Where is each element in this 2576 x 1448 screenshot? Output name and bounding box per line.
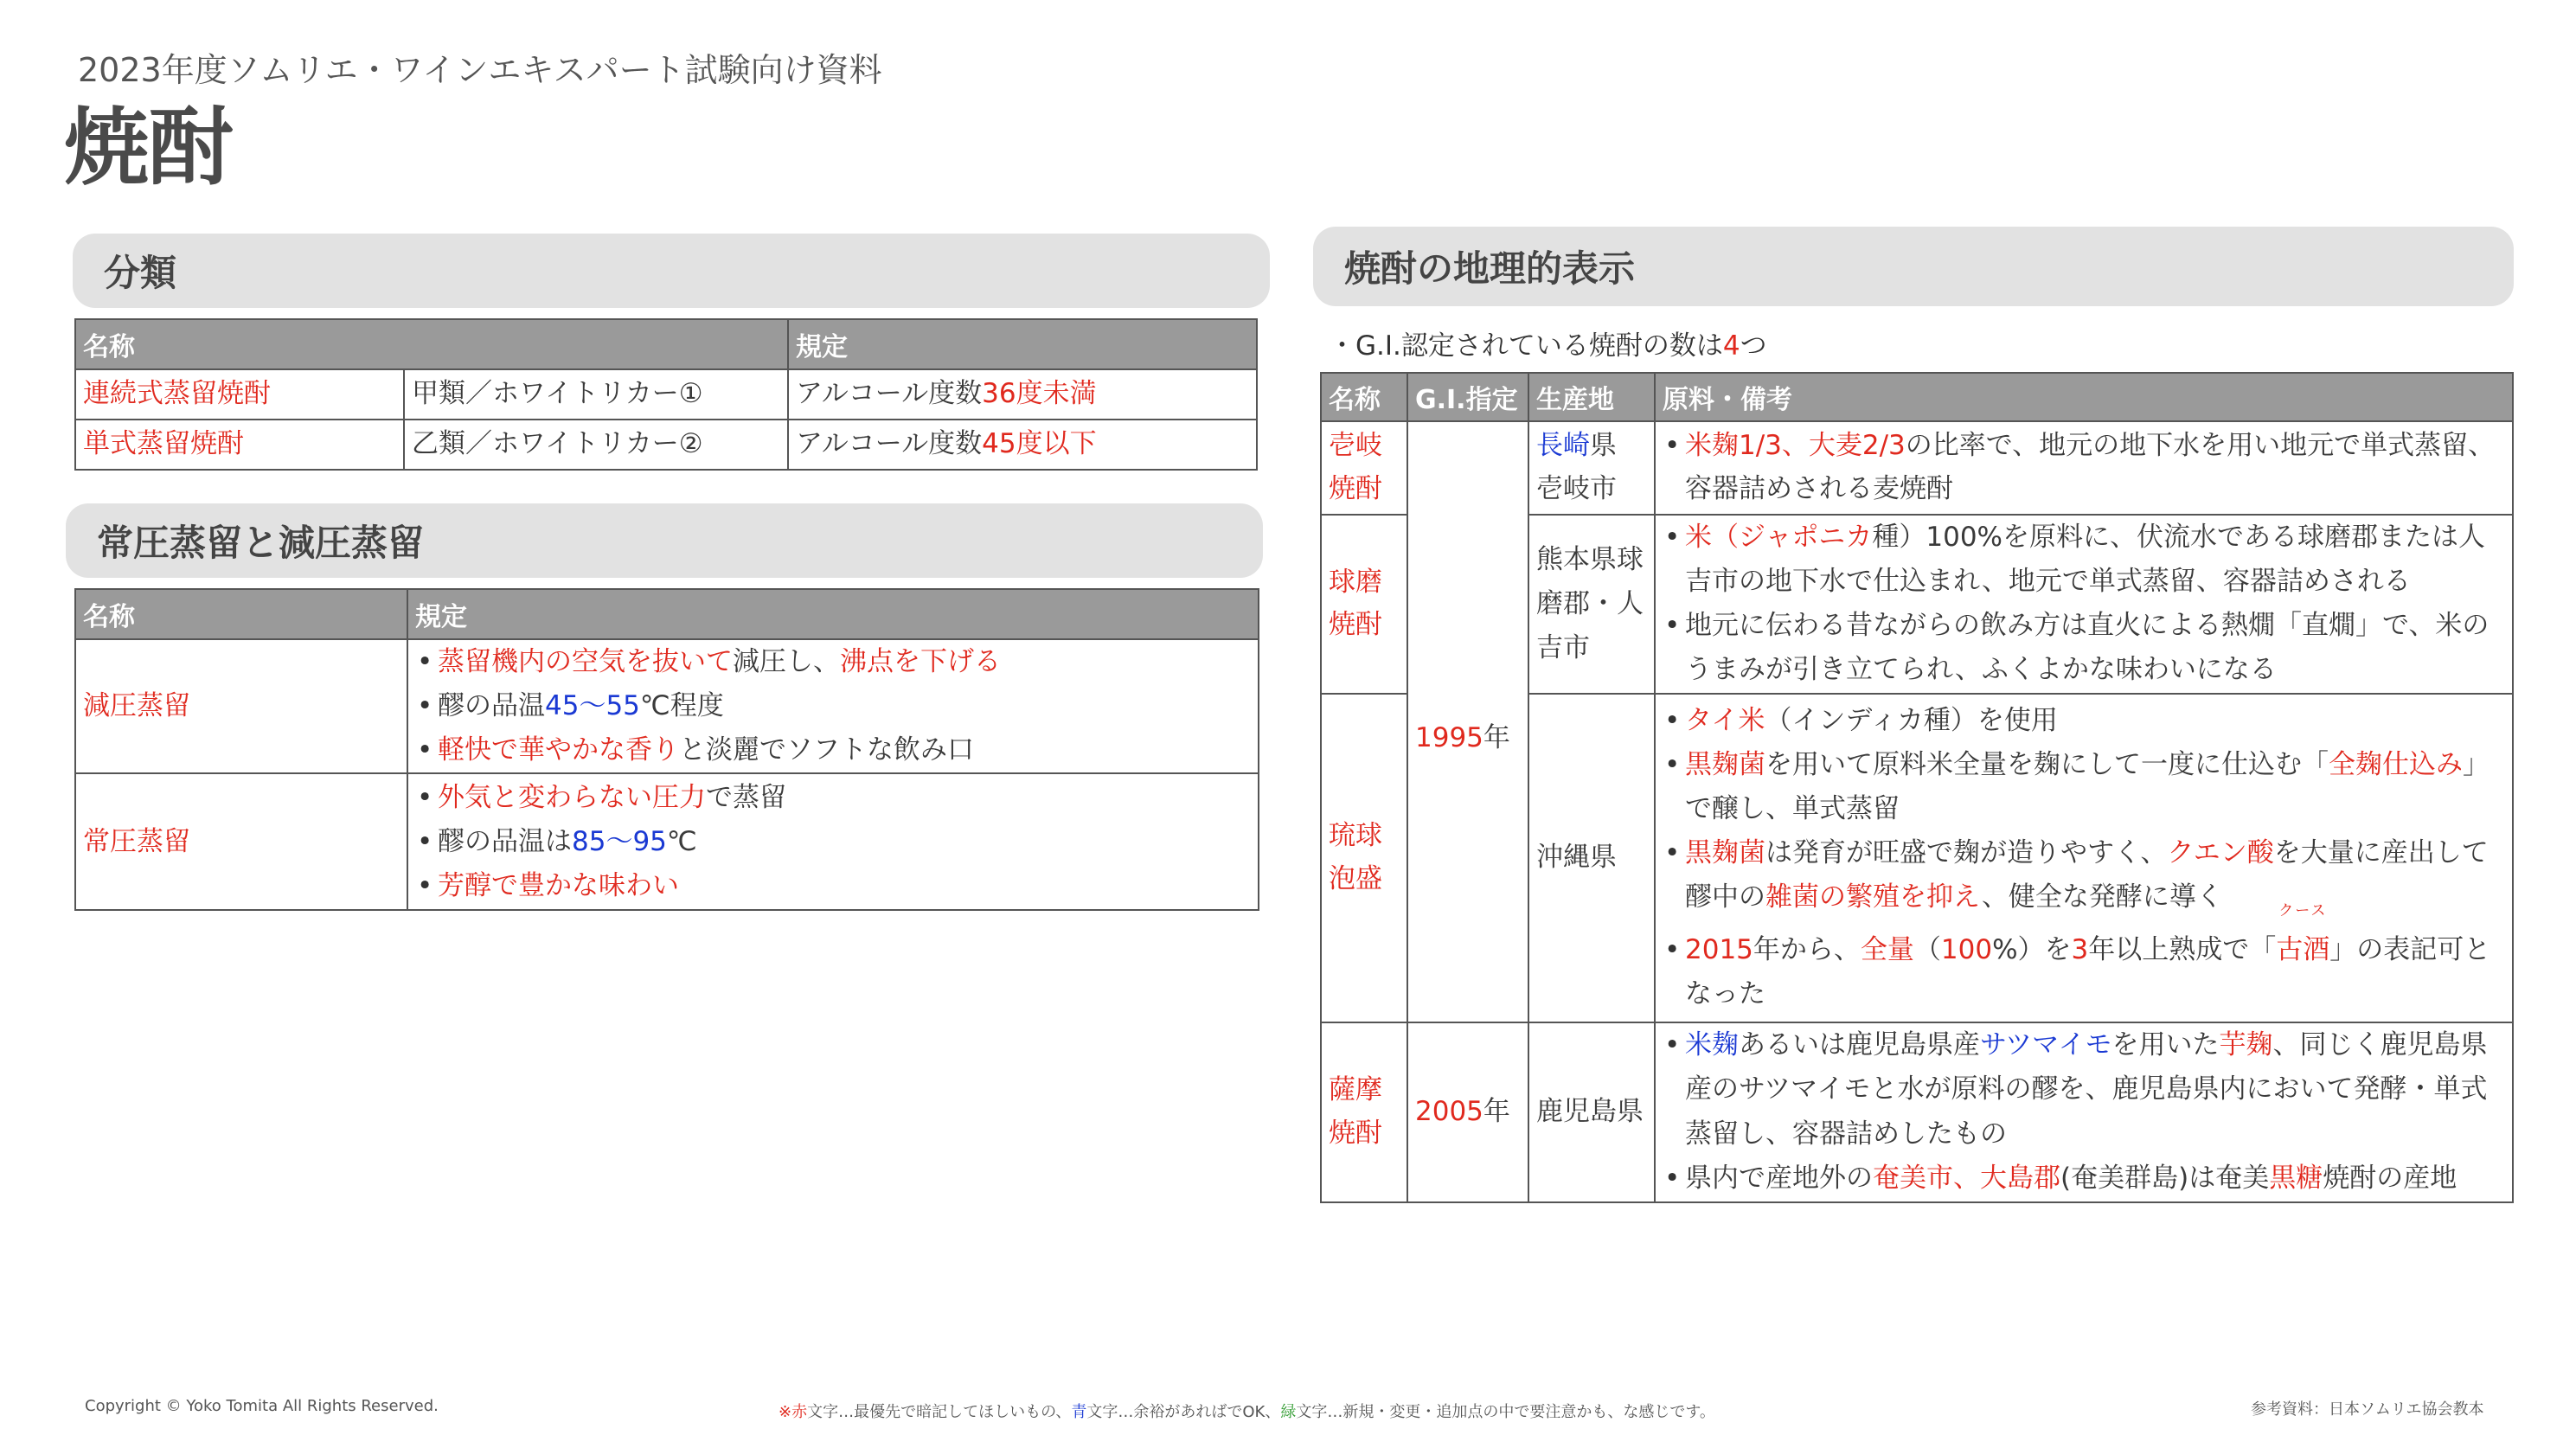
legend-red: 赤	[791, 1403, 808, 1421]
column-header-rule: 規定	[788, 319, 1257, 369]
text: 醪の品温は	[438, 825, 572, 857]
text: 」の表記可となった	[1685, 934, 2491, 1010]
text: （インディカ種）を使用	[1765, 704, 2058, 736]
text: と淡麗でソフトな飲み口	[679, 734, 974, 766]
text: 焼酎の産地	[2323, 1162, 2457, 1194]
table-row	[75, 420, 1257, 470]
legend-green: 緑	[1280, 1403, 1297, 1421]
bullet-item	[1663, 831, 2505, 919]
column-header-notes: 原料・備考	[1655, 373, 2513, 421]
gi-count-note	[1329, 324, 1767, 362]
highlight-red: 雑菌の繁殖を抑え	[1765, 881, 1982, 913]
gi-table	[1320, 372, 2514, 1203]
section-heading: 常圧蒸留と減圧蒸留	[97, 522, 425, 564]
highlight-red: 3	[2071, 934, 2089, 966]
highlight-red: 外気と変わらない圧力	[438, 781, 706, 813]
column-header-name: 名称	[75, 589, 407, 639]
distillation-table	[74, 588, 1259, 911]
section-heading: 分類	[104, 252, 177, 294]
text: 醪の品温	[438, 690, 545, 722]
rule-text: アルコール度数	[796, 378, 983, 410]
section-heading: 焼酎の地理的表示	[1344, 247, 1636, 290]
bullet-item	[1663, 1023, 2505, 1156]
bullet-item	[415, 684, 1251, 728]
cell-type: 乙類／ホワイトリカー②	[404, 420, 788, 470]
cell-origin: 沖縄県	[1528, 694, 1655, 1022]
column-header-name: 名称	[1321, 373, 1407, 421]
text: 、同じく鹿児島県産のサツマイモと水が原料の醪を、鹿児島県内において発酵・単式蒸留し、容器詰めしたもの	[1685, 1029, 2488, 1150]
rule-highlight: 45度以下	[982, 428, 1097, 460]
footer-legend	[779, 1400, 1715, 1422]
text: 年	[1483, 722, 1510, 754]
text: 年	[1483, 1095, 1510, 1127]
footer-reference: 参考資料：日本ソムリエ協会教本	[2251, 1400, 2484, 1419]
table-row	[1321, 1022, 2513, 1202]
highlight-red: 2005	[1415, 1095, 1483, 1127]
text: の比率で、地元の地下水を用い地元で単式蒸留、容器詰めされる麦焼酎	[1685, 430, 2496, 504]
cell-type: 甲類／ホワイトリカー①	[404, 369, 788, 420]
highlight-red: 沸点を下げる	[840, 646, 1001, 677]
text: 県内で産地外の	[1685, 1162, 1873, 1194]
legend-blue: 青	[1071, 1403, 1087, 1421]
text: あるいは鹿児島県産	[1739, 1029, 1980, 1061]
column-header-rule: 規定	[407, 589, 1259, 639]
highlight-red: 軽快で華やかな香り	[438, 734, 679, 766]
highlight-red: 大麦2/3	[1808, 430, 1906, 462]
bullet-item	[1663, 699, 2505, 743]
section-header-gi	[1313, 227, 2514, 306]
highlight-blue: サツマイモ	[1980, 1029, 2112, 1061]
highlight-red: （ジャポニカ	[1712, 522, 1873, 553]
cell-name: 連続式蒸留焼酎	[75, 369, 404, 420]
highlight-red: 芋麹	[2219, 1029, 2273, 1061]
table-row	[75, 369, 1257, 420]
cell-name: 球磨焼酎	[1321, 515, 1407, 694]
highlight-red: 2015	[1685, 934, 1753, 966]
highlight-red: 全麹仕込み	[2329, 748, 2463, 780]
highlight-red: 黒麹菌	[1685, 836, 1765, 868]
highlight-blue: 長崎	[1536, 430, 1590, 462]
bullet-item	[415, 864, 1251, 908]
highlight-red: 古酒	[2276, 934, 2330, 966]
cell-notes	[1655, 1022, 2513, 1202]
text: ※	[779, 1403, 792, 1421]
highlight-blue: 米麹	[1685, 1029, 1739, 1061]
text: ・G.I.認定されている焼酎の数は	[1329, 330, 1723, 362]
text: (奄美群島)は奄美	[2060, 1162, 2270, 1194]
highlight-blue: 45〜55	[545, 690, 640, 722]
text: ℃	[666, 825, 697, 857]
text: 、健全な発酵に導く	[1981, 881, 2223, 913]
highlight-red: 黒糖	[2269, 1162, 2323, 1194]
bullet-item	[1663, 743, 2505, 831]
highlight-red: 米麹1/3	[1685, 430, 1782, 462]
cell-name: 常圧蒸留	[75, 773, 407, 910]
highlight-red: 奄美市、大島郡	[1873, 1162, 2060, 1194]
text: 文字…余裕があればでOK、	[1086, 1403, 1281, 1421]
text: 年以上熟成で「	[2088, 934, 2277, 966]
cell-name: 薩摩焼酎	[1321, 1022, 1407, 1202]
cell-rules	[407, 773, 1259, 910]
cell-gi-year	[1407, 421, 1528, 1022]
text: 種）100%を原料に、伏流水である球磨郡または人吉市の地下水で仕込まれ、地元で単式蒸留、容器詰めされる	[1685, 522, 2486, 598]
rule-text: アルコール度数	[796, 428, 983, 460]
footer-copyright: Copyright © Yoko Tomita All Rights Reserved.	[85, 1397, 439, 1415]
highlight-red: 4	[1722, 330, 1740, 362]
classification-table	[74, 318, 1258, 471]
text: 地元に伝わる昔ながらの飲み方は直火による熱燗「直燗」で、米のうまみが引き立てられ、ふくよかな味わいになる	[1685, 610, 2489, 686]
text: 壱岐市	[1536, 473, 1617, 504]
ruby-kusu	[2276, 902, 2330, 972]
bullet-item	[415, 776, 1251, 820]
bullet-item	[1663, 516, 2505, 604]
text: を大量に産出して醪中の	[1685, 836, 2489, 913]
text: 県	[1590, 430, 1617, 462]
highlight-red: 1995	[1415, 722, 1483, 754]
text: ℃程度	[639, 690, 724, 722]
cell-notes	[1655, 694, 2513, 1022]
cell-name: 壱岐焼酎	[1321, 421, 1407, 515]
highlight-red: タイ米	[1685, 704, 1765, 736]
highlight-red: 黒麹菌	[1685, 748, 1765, 780]
cell-origin	[1528, 421, 1655, 515]
cell-rule	[788, 369, 1257, 420]
highlight-red: 米	[1685, 522, 1712, 553]
text: 年から、	[1753, 934, 1861, 966]
cell-origin: 熊本県球磨郡・人吉市	[1528, 515, 1655, 694]
text: %）を	[1992, 934, 2072, 966]
bullet-item	[415, 728, 1251, 772]
text: を用いて原料米全量を麹にして一度に仕込む「	[1765, 748, 2329, 780]
cell-name: 減圧蒸留	[75, 639, 407, 773]
cell-notes	[1655, 515, 2513, 694]
text: （	[1913, 934, 1941, 966]
highlight-red: クエン酸	[2167, 836, 2274, 868]
bullet-item	[1663, 425, 2505, 510]
text: を用いた	[2111, 1029, 2220, 1061]
text: 文字…最優先で暗記してほしいもの、	[807, 1403, 1072, 1421]
column-header-name: 名称	[75, 319, 788, 369]
bullet-item	[415, 640, 1251, 684]
text: つ	[1740, 330, 1767, 362]
table-row	[75, 773, 1259, 910]
highlight-red: 芳醇で豊かな味わい	[438, 869, 679, 901]
cell-name: 琉球泡盛	[1321, 694, 1407, 1022]
ruby-reading: クース	[2278, 902, 2328, 920]
page-title: 焼酎	[64, 99, 234, 197]
cell-notes	[1655, 421, 2513, 515]
bullet-item	[415, 820, 1251, 864]
document-subtitle: 2023年度ソムリエ・ワインエキスパート試験向け資料	[78, 51, 882, 89]
section-header-distillation	[66, 503, 1263, 578]
column-header-origin: 生産地	[1528, 373, 1655, 421]
rule-highlight: 36度未満	[982, 378, 1097, 410]
highlight-red: 100	[1940, 934, 1993, 966]
cell-name: 単式蒸留焼酎	[75, 420, 404, 470]
text: は発育が旺盛で麹が造りやすく、	[1765, 836, 2168, 868]
cell-rules	[407, 639, 1259, 773]
highlight-red: 蒸留機内の空気を抜いて	[438, 646, 733, 677]
text: 」で醸し、単式蒸留	[1685, 748, 2489, 824]
cell-gi-year	[1407, 1022, 1528, 1202]
highlight-red: 全量	[1860, 934, 1914, 966]
table-row	[1321, 421, 2513, 515]
bullet-item	[1663, 1156, 2505, 1201]
text: 減圧し、	[733, 646, 840, 677]
highlight-red: 、	[1781, 430, 1809, 462]
cell-rule	[788, 420, 1257, 470]
section-header-classification	[73, 234, 1270, 308]
cell-origin: 鹿児島県	[1528, 1022, 1655, 1202]
text: で蒸留	[706, 781, 786, 813]
highlight-blue: 85〜95	[572, 825, 667, 857]
bullet-item	[1663, 604, 2505, 692]
table-row	[75, 639, 1259, 773]
text: 文字…新規・変更・追加点の中で要注意かも、な感じです。	[1296, 1403, 1715, 1421]
bullet-item	[1663, 902, 2505, 1016]
column-header-gi: G.I.指定	[1407, 373, 1528, 421]
